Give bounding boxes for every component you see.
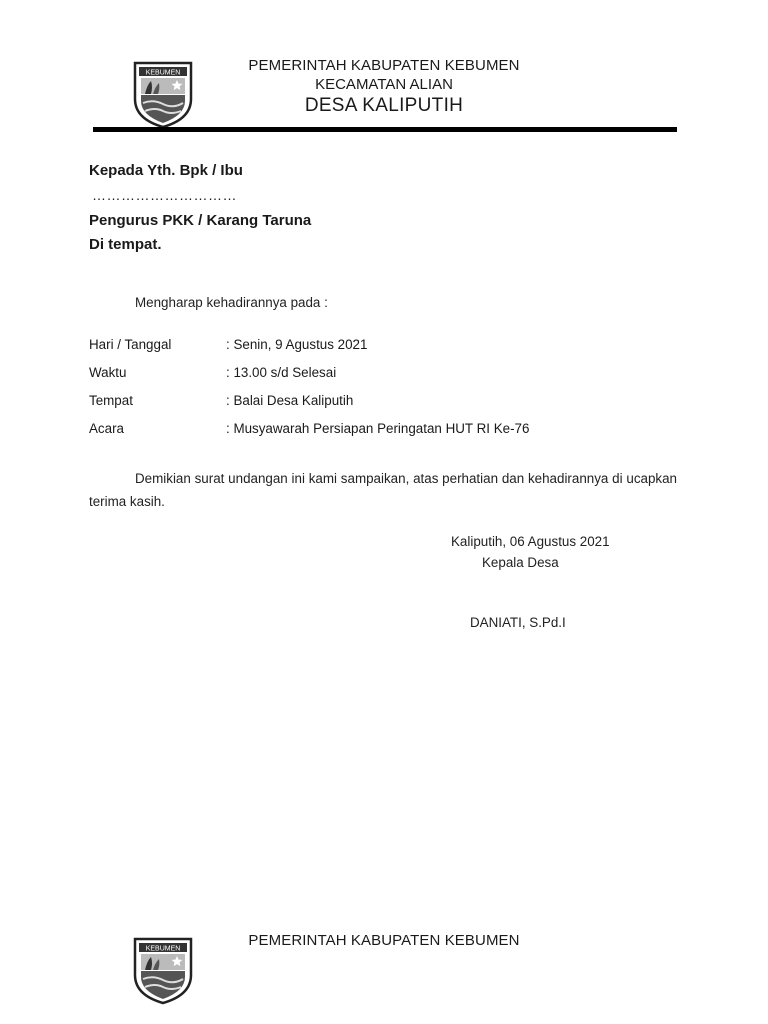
recipient-place: Di tempat. [89, 236, 162, 253]
letterhead-district: KECAMATAN ALIAN [315, 76, 453, 93]
detail-label-time: Waktu [89, 365, 127, 380]
letterhead-village: DESA KALIPUTIH [304, 95, 464, 116]
detail-label-event: Acara [89, 421, 124, 436]
letterhead-divider [93, 127, 677, 132]
detail-value-date: : Senin, 9 Agustus 2021 [226, 337, 368, 352]
page2-letterhead-regency: PEMERINTAH KABUPATEN KEBUMEN [248, 932, 520, 949]
emblem-text: KEBUMEN [145, 69, 181, 77]
detail-label-date: Hari / Tanggal [89, 337, 172, 352]
detail-value-time: : 13.00 s/d Selesai [226, 365, 337, 380]
recipient-blank-dots: ………………………… [92, 187, 237, 203]
signature-name: DANIATI, S.Pd.I [470, 615, 566, 630]
recipient-salutation: Kepada Yth. Bpk / Ibu [89, 162, 243, 179]
detail-value-event: : Musyawarah Persiapan Peringatan HUT RI Ke-76 [226, 421, 530, 436]
invitation-intro: Mengharap kehadirannya pada : [135, 295, 328, 310]
signature-position: Kepala Desa [482, 555, 559, 570]
closing-paragraph: Demikian surat undangan ini kami sampaikan, atas perhatian dan kehadirannya di ucapkan terima kasih. [89, 471, 677, 509]
emblem-text: KEBUMEN [145, 945, 181, 953]
letterhead-regency: PEMERINTAH KABUPATEN KEBUMEN [248, 57, 520, 74]
detail-label-place: Tempat [89, 393, 133, 408]
signature-place-date: Kaliputih, 06 Agustus 2021 [451, 534, 610, 549]
detail-value-place: : Balai Desa Kaliputih [226, 393, 354, 408]
recipient-organization: Pengurus PKK / Karang Taruna [89, 212, 312, 229]
